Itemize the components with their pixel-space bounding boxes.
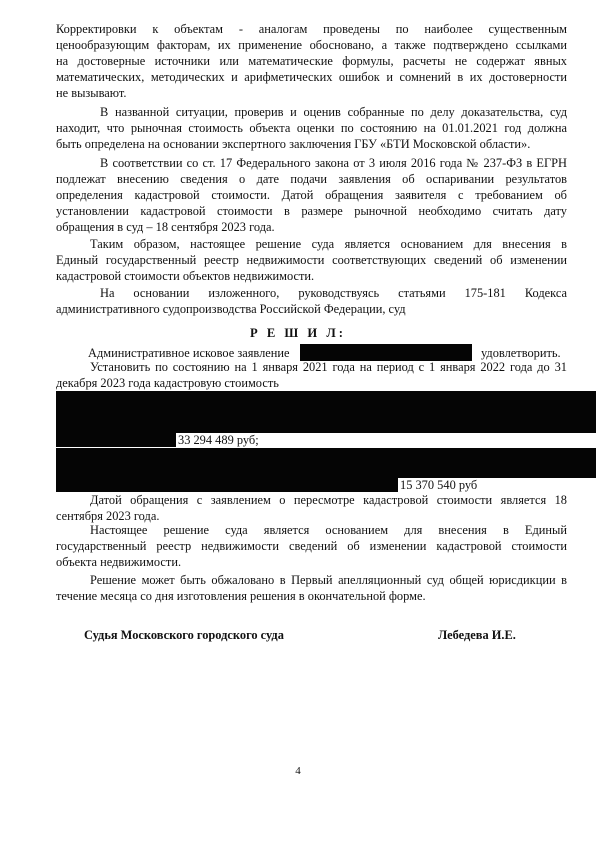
text-line: не вызывают.	[56, 86, 127, 100]
text-line: на достоверные источники или математические формулы, расчеты не содержат явных	[56, 54, 567, 68]
text-line: декабря 2023 года кадастровую стоимость	[56, 376, 279, 390]
text-line: установлении кадастровой стоимости в размере рыночной необходимо считать дату	[56, 204, 567, 218]
page-number: 4	[295, 765, 301, 777]
text-line: обращения в суд – 18 сентября 2023 года.	[56, 220, 275, 234]
text-line: Единый государственный реестр недвижимости соответствующих сведений об изменении	[56, 253, 567, 267]
text-line: В соответствии со ст. 17 Федерального закона от 3 июля 2016 года № 237-ФЗ в ЕГРН	[100, 156, 567, 170]
text-line: определения кадастровой стоимости. Датой обращения заявителя с требованием об	[56, 188, 567, 202]
text-line: объекта недвижимости.	[56, 555, 182, 569]
text-line: быть определена на основании экспертного заключения ГБУ «БТИ Московской области».	[56, 137, 531, 151]
text-line: течение месяца со дня изготовления решения в окончательной форме.	[56, 589, 426, 603]
redaction-block	[300, 344, 472, 361]
claim-text-end: удовлетворить.	[481, 346, 561, 360]
claim-text-start: Административное исковое заявление	[88, 346, 290, 360]
text-line: Датой обращения с заявлением о пересмотре кадастровой стоимости является 18	[90, 493, 567, 507]
text-line: административного судопроизводства Российской Федерации, суд	[56, 302, 406, 316]
cadastral-value-1: 33 294 489 руб;	[178, 433, 259, 447]
text-line: ценообразующим факторам, их применение обосновано, а также подтверждено ссылками	[56, 38, 567, 52]
text-line: находит, что рыночная стоимость объекта оценки по состоянию на 01.01.2021 год должна	[56, 121, 567, 135]
redaction-block	[56, 478, 398, 492]
text-line: Настоящее решение суда является основанием для внесения в Единый	[90, 523, 567, 537]
judge-name: Лебедева И.Е.	[438, 628, 516, 642]
decision-title: Р Е Ш И Л:	[250, 326, 346, 340]
text-line: Установить по состоянию на 1 января 2021 года на период с 1 января 2022 года до 31	[90, 360, 567, 374]
redaction-block	[56, 448, 596, 478]
text-line: Корректировки к объектам - аналогам проведены по наиболее существенным	[56, 22, 567, 36]
cadastral-value-2: 15 370 540 руб	[400, 478, 478, 492]
text-line: Решение может быть обжаловано в Первый апелляционный суд общей юрисдикции в	[90, 573, 567, 587]
text-line: кадастровой стоимости объектов недвижимости.	[56, 269, 315, 283]
text-line: В названной ситуации, проверив и оценив собранные по делу доказательства, суд	[100, 105, 567, 119]
text-line: сентября 2023 года.	[56, 509, 160, 523]
text-line: государственный реестр недвижимости сведений об изменении кадастровой стоимости	[56, 539, 567, 553]
text-line: На основании изложенного, руководствуясь статьями 175-181 Кодекса	[100, 286, 567, 300]
text-line: подлежат внесению сведения о дате подачи заявления об оспаривании результатов	[56, 172, 567, 186]
redaction-block	[56, 433, 176, 447]
redaction-block	[56, 403, 596, 433]
text-line: Таким образом, настоящее решение суда является основанием для внесения в	[90, 237, 567, 251]
text-line: математических, методических и арифметических ошибок и сомнений в их достоверности	[56, 70, 567, 84]
redaction-block	[56, 391, 596, 403]
judge-role: Судья Московского городского суда	[84, 628, 284, 642]
